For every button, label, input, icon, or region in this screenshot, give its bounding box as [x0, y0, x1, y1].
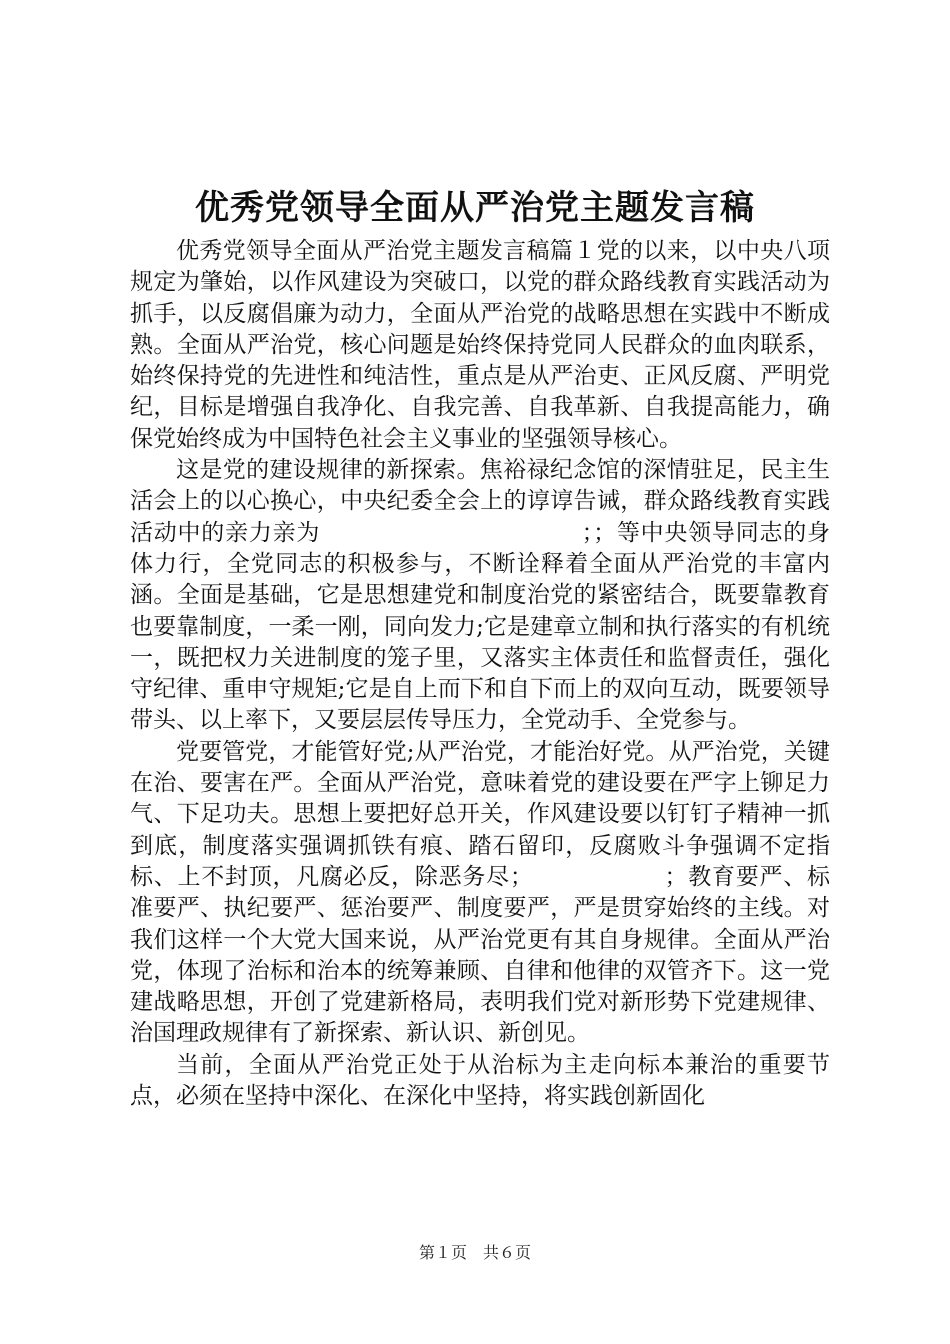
document-title: 优秀党领导全面从严治党主题发言稿 — [195, 188, 755, 228]
document-body — [130, 236, 830, 1112]
paragraph-1: 优秀党领导全面从严治党主题发言稿篇１党的以来，以中央八项规定为肇始，以作风建设为突破口，以党的群众路线教育实践活动为抓手，以反腐倡廉为动力，全面从严治党的战略思想在实践中不断成熟。全面从严治党，核心问题是始终保持党同人民群众的血肉联系，始终保持党的先进性和纯洁性，重点是从严治吏、正风反腐、严明党纪，目标是增强自我净化、自我完善、自我革新、自我提高能力，确保党始终成为中国特色社会主义事业的坚强领导核心。 — [130, 238, 830, 452]
paragraph-4: 当前，全面从严治党正处于从治标为主走向标本兼治的重要节点，必须在坚持中深化、在深化中坚持，将实践创新固化 — [130, 1051, 830, 1110]
page-footer: 第１页 共６页 — [418, 1243, 531, 1262]
paragraph-2: 这是党的建设规律的新探索。焦裕禄纪念馆的深情驻足，民主生活会上的以心换心，中央纪委全会上的谆谆告诫，群众路线教育实践活动中的亲力亲为 ；；等中央领导同志的身体力行，全党同志的积极参与，不断诠释着全面从严治党的丰富内涵。全面是基础，它是思想建党和制度治党的紧密结合，既要靠教育也要靠制度，一柔一刚，同向发力;它是建章立制和执行落实的有机统一，既把权力关进制度的笼子里，又落实主体责任和监督责任，强化守纪律、重申守规矩;它是自上而下和自下而上的双向互动，既要领导带头、以上率下，又要层层传导压力，全党动手、全党参与。 — [130, 457, 830, 734]
paragraph-3: 党要管党，才能管好党;从严治党，才能治好党。从严治党，关键在治、要害在严。全面从严治党，意味着党的建设要在严字上铆足力气、下足功夫。思想上要把好总开关，作风建设要以钉钉子精神一抓到底，制度落实强调抓铁有痕、踏石留印，反腐败斗争强调不定指标、上不封顶，凡腐必反，除恶务尽； ；教育要严、标准要严、执纪要严、惩治要严、制度要严，严是贯穿始终的主线。对我们这样一个大党大国来说，从严治党更有其自身规律。全面从严治党，体现了治标和治本的统筹兼顾、自律和他律的双管齐下。这一党建战略思想，开创了党建新格局，表明我们党对新形势下党建规律、治国理政规律有了新探索、新认识、新创见。 — [130, 738, 830, 1047]
